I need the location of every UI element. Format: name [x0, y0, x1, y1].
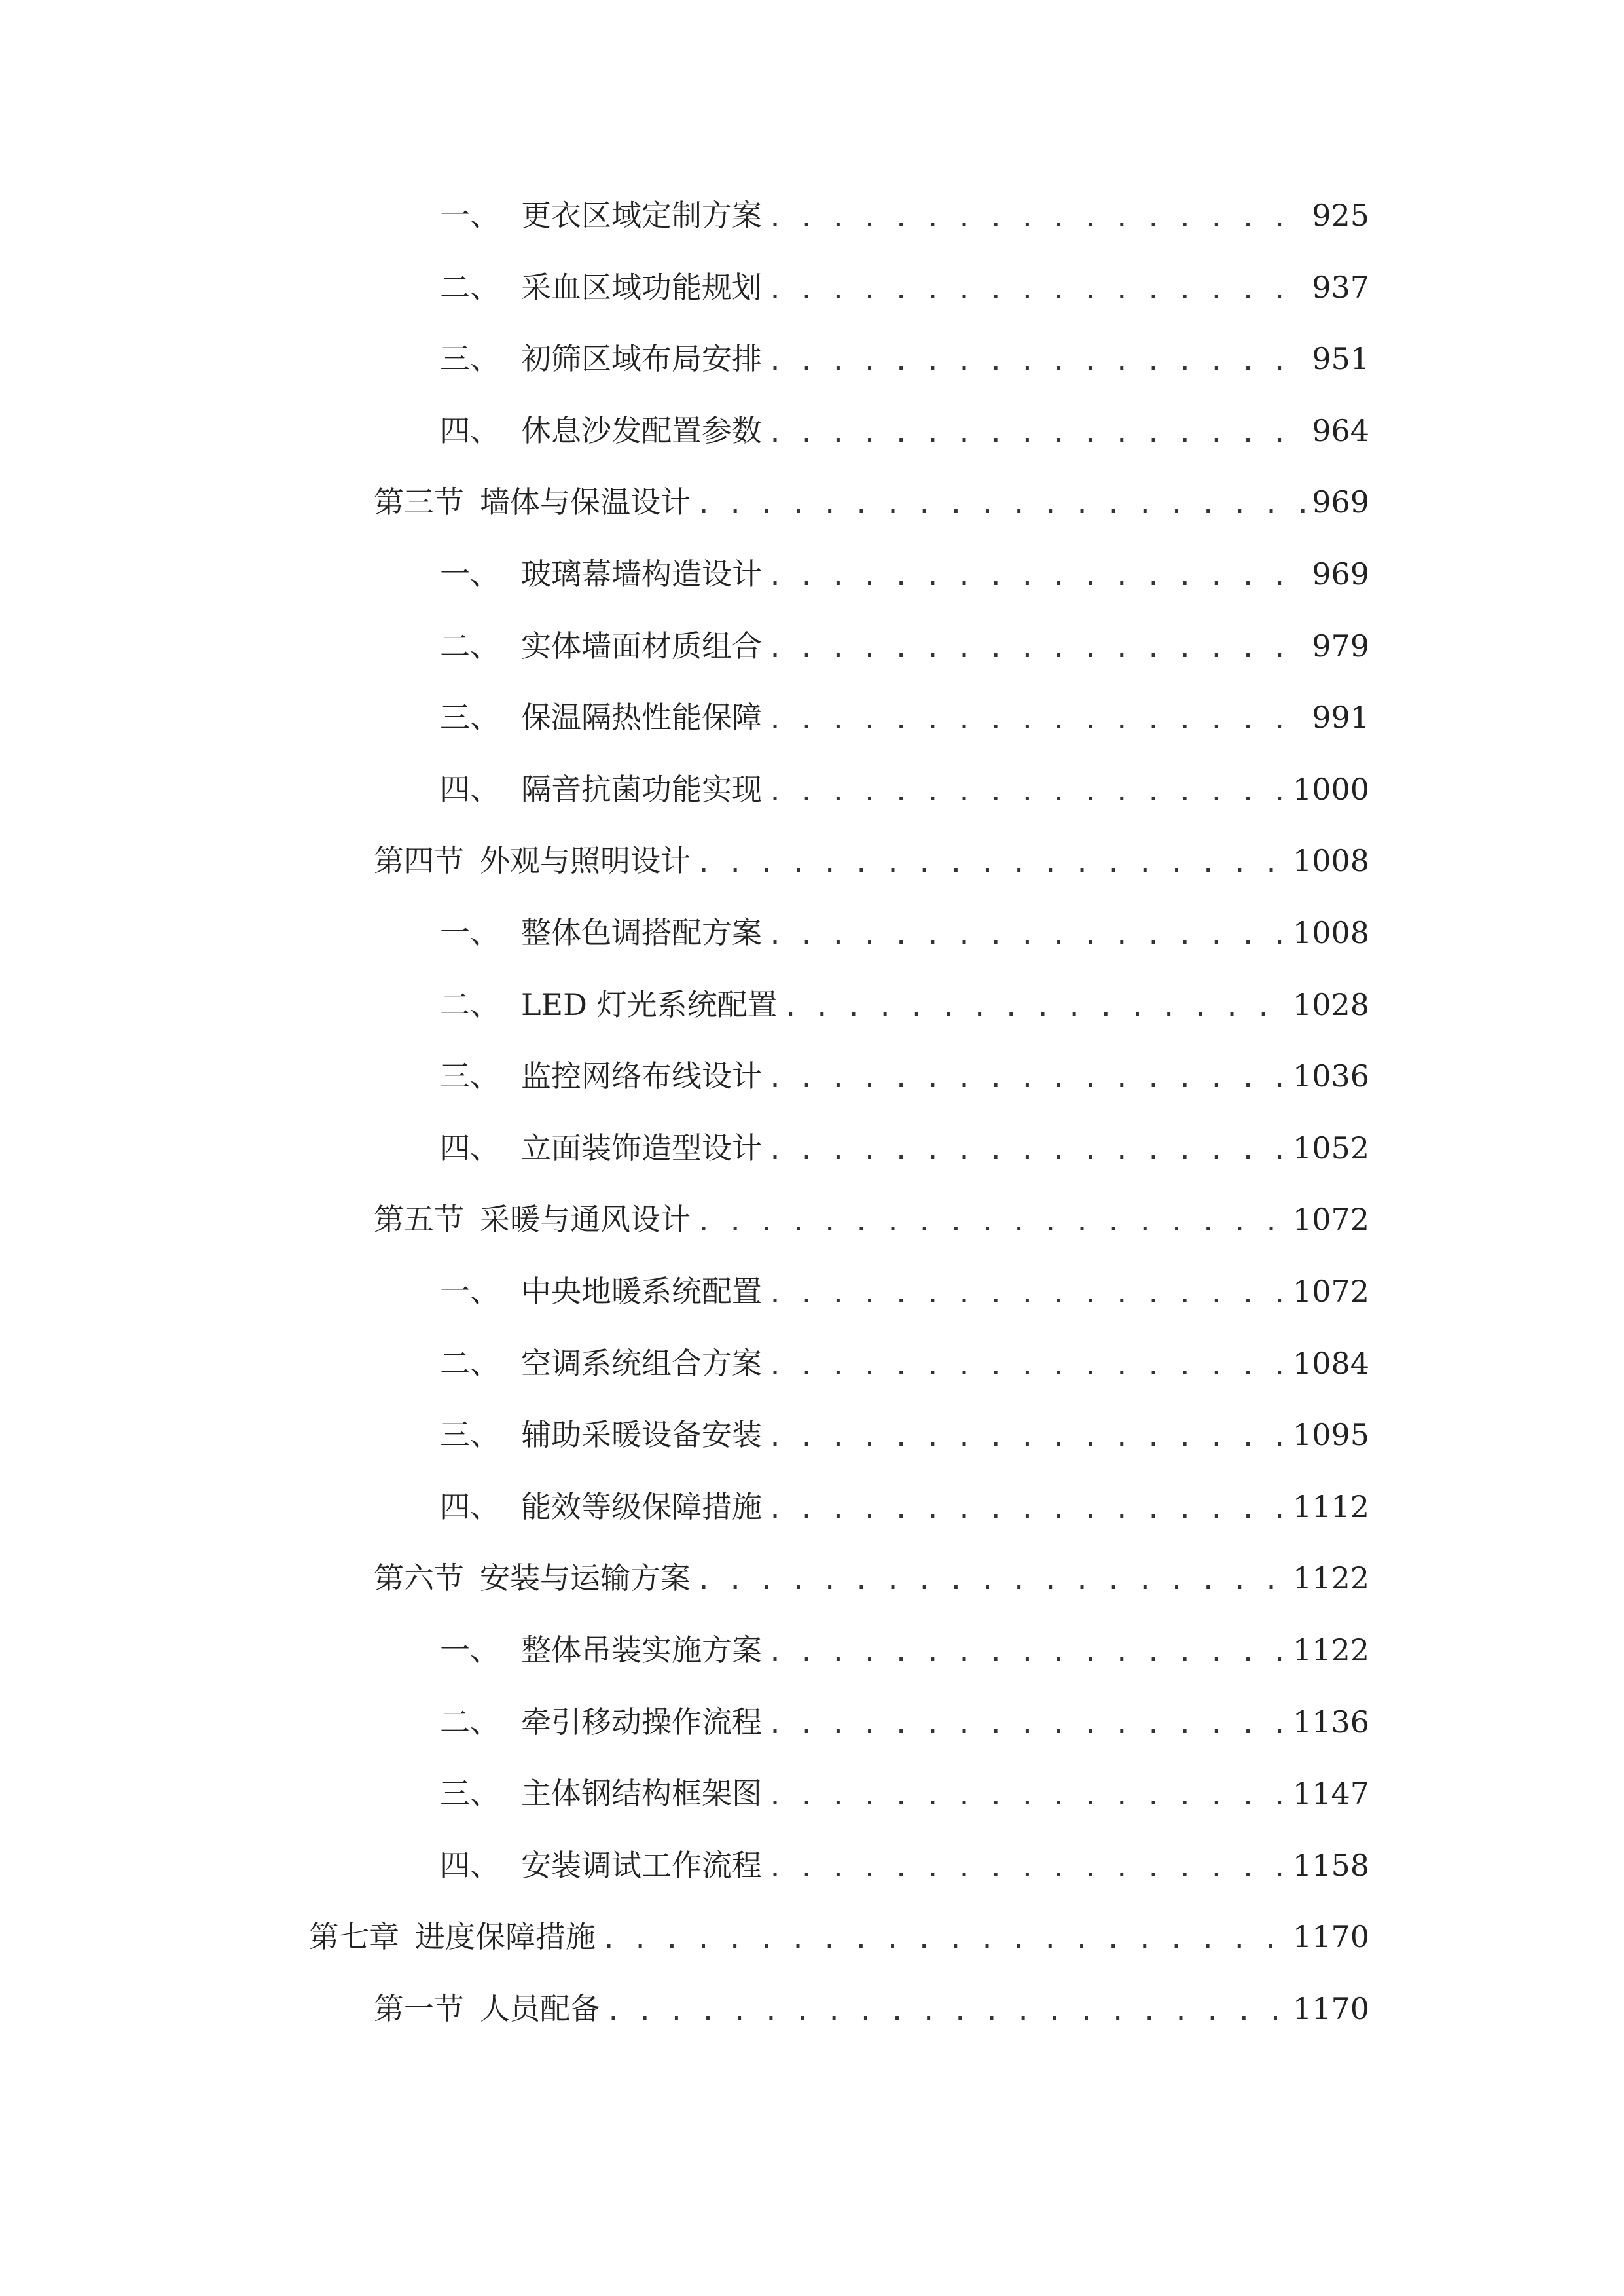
toc-entry-item[interactable]	[440, 1627, 1369, 1673]
toc-dot-leader	[767, 1704, 1288, 1745]
toc-entry-page-number: 1036	[1292, 1058, 1369, 1094]
toc-dot-leader	[696, 1560, 1288, 1601]
toc-entry-number: 二、	[440, 1704, 500, 1740]
toc-dot-leader	[767, 198, 1307, 238]
toc-entry-label	[440, 1770, 762, 1816]
toc-entry-page-number: 969	[1312, 556, 1369, 592]
toc-dot-leader	[767, 270, 1307, 310]
toc-dot-leader	[767, 1489, 1288, 1530]
toc-entry-title: 初筛区域布局安排	[521, 341, 762, 376]
toc-entry-page-number: 1008	[1292, 915, 1369, 950]
toc-entry-item[interactable]	[440, 1699, 1369, 1745]
toc-entry-number: 四、	[440, 772, 500, 807]
toc-dot-leader	[601, 1919, 1288, 1960]
toc-entry-item[interactable]	[440, 551, 1369, 597]
toc-entry-item[interactable]	[440, 264, 1369, 310]
toc-entry-title: 辅助采暖设备安装	[521, 1417, 762, 1452]
toc-entry-item[interactable]	[440, 1053, 1369, 1099]
toc-entry-item[interactable]	[440, 623, 1369, 669]
toc-entry-label	[440, 910, 762, 956]
toc-entry-number: 一、	[440, 915, 500, 950]
toc-entry-number: 第三节	[374, 484, 464, 520]
toc-entry-label	[440, 264, 762, 310]
toc-entry-page-number: 1112	[1292, 1489, 1369, 1524]
toc-entry-title: 人员配备	[480, 1991, 600, 2026]
toc-entry-section[interactable]	[374, 1555, 1369, 1601]
toc-entry-item[interactable]	[440, 910, 1369, 956]
toc-entry-page-number: 1136	[1292, 1704, 1369, 1740]
toc-entry-section[interactable]	[374, 1196, 1369, 1242]
toc-entry-section[interactable]	[374, 838, 1369, 884]
toc-entry-title: 进度保障措施	[415, 1919, 596, 1954]
toc-entry-title: 主体钢结构框架图	[521, 1776, 762, 1811]
toc-entry-number: 第四节	[374, 843, 464, 878]
toc-entry-page-number: 979	[1312, 628, 1369, 664]
toc-entry-label	[374, 479, 691, 525]
toc-entry-title: 安装调试工作流程	[521, 1848, 762, 1883]
toc-dot-leader	[767, 915, 1288, 956]
toc-entry-label	[440, 694, 762, 740]
toc-entry-item[interactable]	[440, 192, 1369, 238]
toc-entry-item[interactable]	[440, 1412, 1369, 1458]
toc-entry-page-number: 1000	[1292, 772, 1369, 807]
toc-entry-label	[440, 551, 762, 597]
toc-entry-number: 一、	[440, 556, 500, 592]
toc-entry-number: 二、	[440, 1346, 500, 1381]
toc-entry-number: 第七章	[309, 1919, 399, 1954]
toc-entry-label	[374, 1555, 691, 1601]
toc-entry-number: 三、	[440, 1776, 500, 1811]
toc-entry-page-number: 1158	[1292, 1848, 1369, 1883]
toc-dot-leader	[767, 1848, 1288, 1888]
toc-entry-item[interactable]	[440, 1842, 1369, 1888]
toc-dot-leader	[696, 843, 1288, 884]
toc-entry-title: 外观与照明设计	[480, 843, 691, 878]
toc-entry-item[interactable]	[440, 982, 1369, 1028]
toc-entry-number: 第六节	[374, 1560, 464, 1596]
toc-entry-number: 一、	[440, 198, 500, 233]
toc-entry-title: 监控网络布线设计	[521, 1058, 762, 1094]
toc-entry-item[interactable]	[440, 1484, 1369, 1530]
toc-entry-number: 四、	[440, 1489, 500, 1524]
toc-entry-item[interactable]	[440, 1340, 1369, 1386]
toc-entry-label	[440, 766, 762, 812]
toc-entry-number: 三、	[440, 1417, 500, 1452]
toc-entry-label	[440, 623, 762, 669]
toc-entry-number: 二、	[440, 628, 500, 664]
toc-entry-item[interactable]	[440, 1125, 1369, 1171]
toc-entry-label	[309, 1914, 596, 1960]
toc-entry-page-number: 1170	[1292, 1919, 1369, 1954]
toc-entry-title: 整体吊装实施方案	[521, 1632, 762, 1668]
toc-dot-leader	[767, 413, 1307, 454]
toc-entry-number: 第五节	[374, 1202, 464, 1237]
toc-entry-page-number: 1122	[1292, 1632, 1369, 1668]
toc-entry-item[interactable]	[440, 766, 1369, 812]
toc-entry-section[interactable]	[374, 479, 1369, 525]
toc-entry-label	[440, 1268, 762, 1314]
toc-entry-label	[440, 1484, 762, 1530]
toc-entry-number: 四、	[440, 1848, 500, 1883]
toc-entry-number: 三、	[440, 341, 500, 376]
toc-entry-page-number: 969	[1312, 484, 1369, 520]
toc-dot-leader	[767, 628, 1307, 669]
toc-entry-title: 能效等级保障措施	[521, 1489, 762, 1524]
toc-dot-leader	[696, 1202, 1288, 1242]
toc-entry-page-number: 1095	[1292, 1417, 1369, 1452]
toc-entry-title: 采暖与通风设计	[480, 1202, 691, 1237]
toc-entry-title: 空调系统组合方案	[521, 1346, 762, 1381]
toc-dot-leader	[767, 556, 1307, 597]
toc-entry-number: 一、	[440, 1632, 500, 1668]
toc-entry-item[interactable]	[440, 1770, 1369, 1816]
toc-entry-page-number: 1170	[1292, 1991, 1369, 2026]
toc-dot-leader	[767, 1346, 1288, 1386]
toc-dot-leader	[767, 1632, 1288, 1673]
toc-entry-label	[440, 336, 762, 382]
toc-dot-leader	[767, 1130, 1288, 1171]
toc-entry-page-number: 1072	[1292, 1202, 1369, 1237]
toc-dot-leader	[767, 1776, 1288, 1816]
toc-entry-item[interactable]	[440, 336, 1369, 382]
toc-entry-title: 安装与运输方案	[480, 1560, 691, 1596]
toc-entry-title: 墙体与保温设计	[480, 484, 691, 520]
toc-entry-label	[440, 192, 762, 238]
toc-entry-title: 更衣区域定制方案	[521, 198, 762, 233]
toc-entry-number: 一、	[440, 1274, 500, 1309]
toc-entry-label	[440, 1627, 762, 1673]
toc-entry-item[interactable]	[440, 408, 1369, 454]
toc-entry-page-number: 937	[1312, 270, 1369, 305]
toc-entry-page-number: 1147	[1292, 1776, 1369, 1811]
toc-entry-page-number: 925	[1312, 198, 1369, 233]
toc-entry-page-number: 991	[1312, 700, 1369, 735]
toc-dot-leader	[767, 772, 1288, 812]
toc-entry-title: 立面装饰造型设计	[521, 1130, 762, 1166]
toc-dot-leader	[767, 341, 1307, 382]
toc-entry-number: 二、	[440, 270, 500, 305]
toc-entry-title: LED 灯光系统配置	[521, 987, 778, 1022]
toc-entry-section[interactable]	[374, 1986, 1369, 2032]
toc-entry-label	[374, 1196, 691, 1242]
toc-dot-leader	[783, 987, 1288, 1028]
toc-entry-page-number: 1122	[1292, 1560, 1369, 1596]
toc-entry-page-number: 1084	[1292, 1346, 1369, 1381]
toc-entry-number: 四、	[440, 413, 500, 448]
toc-entry-label	[440, 1412, 762, 1458]
toc-entry-number: 三、	[440, 700, 500, 735]
toc-dot-leader	[767, 1058, 1288, 1099]
toc-entry-number: 二、	[440, 987, 500, 1022]
toc-dot-leader	[696, 484, 1307, 525]
toc-dot-leader	[767, 1417, 1288, 1458]
toc-entry-label	[440, 1699, 762, 1745]
toc-entry-page-number: 964	[1312, 413, 1369, 448]
toc-entry-title: 牵引移动操作流程	[521, 1704, 762, 1740]
toc-entry-page-number: 1028	[1292, 987, 1369, 1022]
toc-entry-title: 中央地暖系统配置	[521, 1274, 762, 1309]
toc-entry-label	[440, 1125, 762, 1171]
toc-entry-title: 玻璃幕墙构造设计	[521, 556, 762, 592]
toc-entry-page-number: 1072	[1292, 1274, 1369, 1309]
toc-entry-label	[374, 838, 691, 884]
toc-entry-label	[440, 1053, 762, 1099]
toc-entry-title: 采血区域功能规划	[521, 270, 762, 305]
toc-entry-page-number: 1008	[1292, 843, 1369, 878]
toc-entry-label	[374, 1986, 600, 2032]
toc-entry-label	[440, 1842, 762, 1888]
toc-entry-title: 整体色调搭配方案	[521, 915, 762, 950]
toc-entry-page-number: 951	[1312, 341, 1369, 376]
toc-entry-number: 四、	[440, 1130, 500, 1166]
toc-entry-number: 第一节	[374, 1991, 464, 2026]
toc-entry-title: 休息沙发配置参数	[521, 413, 762, 448]
toc-entry-label	[440, 982, 778, 1028]
toc-dot-leader	[767, 1274, 1288, 1314]
toc-entry-title: 保温隔热性能保障	[521, 700, 762, 735]
toc-dot-leader	[767, 700, 1307, 740]
toc-entry-label	[440, 408, 762, 454]
toc-entry-item[interactable]	[440, 694, 1369, 740]
toc-entry-chapter[interactable]	[309, 1914, 1369, 1960]
toc-entry-title: 实体墙面材质组合	[521, 628, 762, 664]
toc-entry-page-number: 1052	[1292, 1130, 1369, 1166]
toc-entry-number: 三、	[440, 1058, 500, 1094]
toc-entry-item[interactable]	[440, 1268, 1369, 1314]
toc-dot-leader	[605, 1991, 1288, 2032]
toc-entry-title: 隔音抗菌功能实现	[521, 772, 762, 807]
toc-entry-label	[440, 1340, 762, 1386]
